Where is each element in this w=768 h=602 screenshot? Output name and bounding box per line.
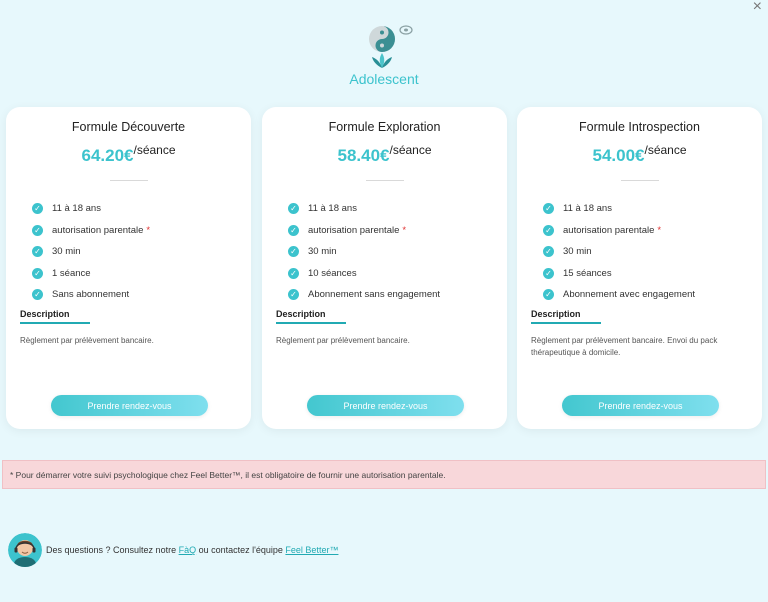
team-link[interactable]: Feel Better™ xyxy=(285,545,339,555)
check-icon: ✓ xyxy=(288,289,299,300)
feature-item: ✓ Abonnement avec engagement xyxy=(543,284,762,306)
feature-item: ✓ 30 min xyxy=(32,241,251,263)
check-icon: ✓ xyxy=(543,246,554,257)
plan-price xyxy=(6,143,251,166)
plan-card-exploration xyxy=(262,107,507,429)
check-icon: ✓ xyxy=(32,289,43,300)
feature-list xyxy=(288,198,507,306)
check-icon: ✓ xyxy=(32,225,43,236)
feature-item: ✓ 30 min xyxy=(288,241,507,263)
plan-card-introspection xyxy=(517,107,762,429)
feature-item: ✓ autorisation parentale * xyxy=(543,220,762,242)
parental-authorization-notice xyxy=(2,460,766,489)
plan-card-decouverte xyxy=(6,107,251,429)
feature-item: ✓ 1 séance xyxy=(32,263,251,285)
check-icon: ✓ xyxy=(543,225,554,236)
check-icon: ✓ xyxy=(32,246,43,257)
header xyxy=(0,22,768,87)
avatar xyxy=(8,533,42,567)
plan-price xyxy=(517,143,762,166)
required-mark: * xyxy=(402,224,407,236)
check-icon: ✓ xyxy=(32,203,43,214)
plan-title: Formule Découverte xyxy=(71,120,186,134)
close-button[interactable]: × xyxy=(752,0,762,15)
feature-item: ✓ 10 séances xyxy=(288,263,507,285)
check-icon: ✓ xyxy=(288,203,299,214)
description-underline xyxy=(20,322,90,324)
required-mark: * xyxy=(657,224,662,236)
check-icon: ✓ xyxy=(543,203,554,214)
feature-item: ✓ 11 à 18 ans xyxy=(543,198,762,220)
feature-list xyxy=(543,198,762,306)
price-unit: /séance xyxy=(133,143,176,157)
check-icon: ✓ xyxy=(288,225,299,236)
footer-help xyxy=(8,533,338,567)
feature-item: ✓ Sans abonnement xyxy=(32,284,251,306)
footer-text: Des questions ? Consultez notre xyxy=(46,545,177,555)
footer-text-middle: ou contactez l'équipe xyxy=(198,545,283,555)
check-icon: ✓ xyxy=(288,268,299,279)
price-value: 54.00€ xyxy=(592,146,645,165)
description-title: Description xyxy=(20,308,70,319)
description-title: Description xyxy=(531,308,581,319)
check-icon: ✓ xyxy=(32,268,43,279)
book-appointment-button[interactable]: Prendre rendez-vous xyxy=(51,395,208,416)
required-mark: * xyxy=(146,224,151,236)
feature-list xyxy=(32,198,251,306)
brand-label: Adolescent xyxy=(349,71,419,87)
price-value: 64.20€ xyxy=(81,146,134,165)
check-icon: ✓ xyxy=(543,268,554,279)
feature-item: ✓ 11 à 18 ans xyxy=(288,198,507,220)
check-icon: ✓ xyxy=(288,246,299,257)
price-value: 58.40€ xyxy=(337,146,390,165)
feature-item: ✓ autorisation parentale * xyxy=(32,220,251,242)
feature-item: ✓ autorisation parentale * xyxy=(288,220,507,242)
feature-item: ✓ Abonnement sans engagement xyxy=(288,284,507,306)
price-unit: /séance xyxy=(389,143,432,157)
divider xyxy=(110,180,148,181)
feature-item: ✓ 30 min xyxy=(543,241,762,263)
check-icon: ✓ xyxy=(543,289,554,300)
plan-title: Formule Introspection xyxy=(579,120,700,134)
divider xyxy=(366,180,404,181)
description-text: Règlement par prélèvement bancaire. Envoi du pack thérapeutique à domicile. xyxy=(531,335,718,357)
description-underline xyxy=(276,322,346,324)
feature-item: ✓ 15 séances xyxy=(543,263,762,285)
notice-text: * Pour démarrer votre suivi psychologique chez Feel Better™, il est obligatoire de fournir une autorisation parentale. xyxy=(10,469,446,480)
description-underline xyxy=(531,322,601,324)
description-title: Description xyxy=(276,308,326,319)
description-text: Règlement par prélèvement bancaire. xyxy=(20,335,154,345)
plan-price xyxy=(262,143,507,166)
description-text: Règlement par prélèvement bancaire. xyxy=(276,335,410,345)
plan-title: Formule Exploration xyxy=(328,120,441,134)
feature-item: ✓ 11 à 18 ans xyxy=(32,198,251,220)
book-appointment-button[interactable]: Prendre rendez-vous xyxy=(562,395,719,416)
faq-link[interactable]: FàQ xyxy=(178,545,197,555)
price-unit: /séance xyxy=(644,143,687,157)
book-appointment-button[interactable]: Prendre rendez-vous xyxy=(307,395,464,416)
yin-yang-lotus-icon xyxy=(367,22,417,70)
divider xyxy=(621,180,659,181)
